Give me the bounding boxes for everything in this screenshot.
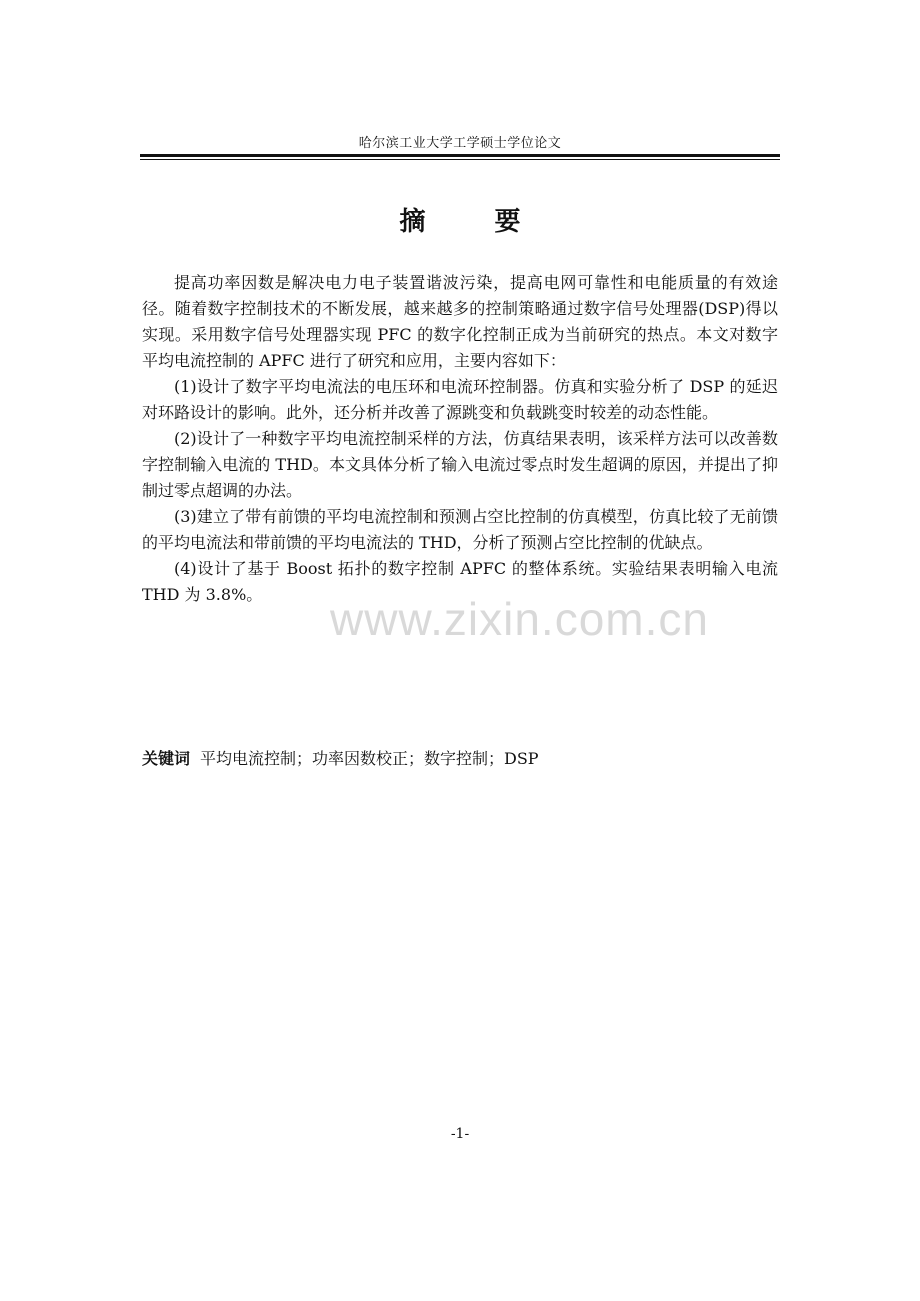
- abstract-paragraph-2: (2)设计了一种数字平均电流控制采样的方法，仿真结果表明，该采样方法可以改善数字控制输入电流的 THD。本文具体分析了输入电流过零点时发生超调的原因，并提出了抑制过零点超调的办法。: [142, 429, 778, 500]
- abstract-title: 摘 要: [399, 207, 551, 237]
- abstract-paragraph-3: (3)建立了带有前馈的平均电流控制和预测占空比控制的仿真模型，仿真比较了无前馈的平均电流法和带前馈的平均电流法的 THD，分析了预测占空比控制的优缺点。: [142, 507, 778, 552]
- keywords-label: 关键词: [142, 749, 191, 768]
- header-rule-thin: [140, 159, 780, 160]
- abstract-body: [142, 270, 778, 608]
- abstract-paragraph-4: (4)设计了基于 Boost 拓扑的数字控制 APFC 的整体系统。实验结果表明输入电流 THD 为 3.8%。: [142, 559, 778, 604]
- running-header: 哈尔滨工业大学工学硕士学位论文: [358, 136, 562, 151]
- header-rule-thick: [140, 154, 780, 157]
- keywords-line: [142, 746, 778, 772]
- keywords-list: 平均电流控制；功率因数校正；数字控制；DSP: [200, 749, 539, 768]
- abstract-paragraph-1: (1)设计了数字平均电流法的电压环和电流环控制器。仿真和实验分析了 DSP 的延迟对环路设计的影响。此外，还分析并改善了源跳变和负载跳变时较差的动态性能。: [142, 377, 778, 422]
- page-number: -1-: [450, 1126, 470, 1142]
- abstract-paragraph-intro: 提高功率因数是解决电力电子装置谐波污染，提高电网可靠性和电能质量的有效途径。随着数字控制技术的不断发展，越来越多的控制策略通过数字信号处理器(DSP)得以实现。采用数字信号处理器实现 PFC 的数字化控制正成为当前研究的热点。本文对数字平均电流控制的 APFC 进行了研究和应用，主要内容如下：: [142, 273, 778, 370]
- watermark: www.zixin.com.cn: [330, 593, 709, 645]
